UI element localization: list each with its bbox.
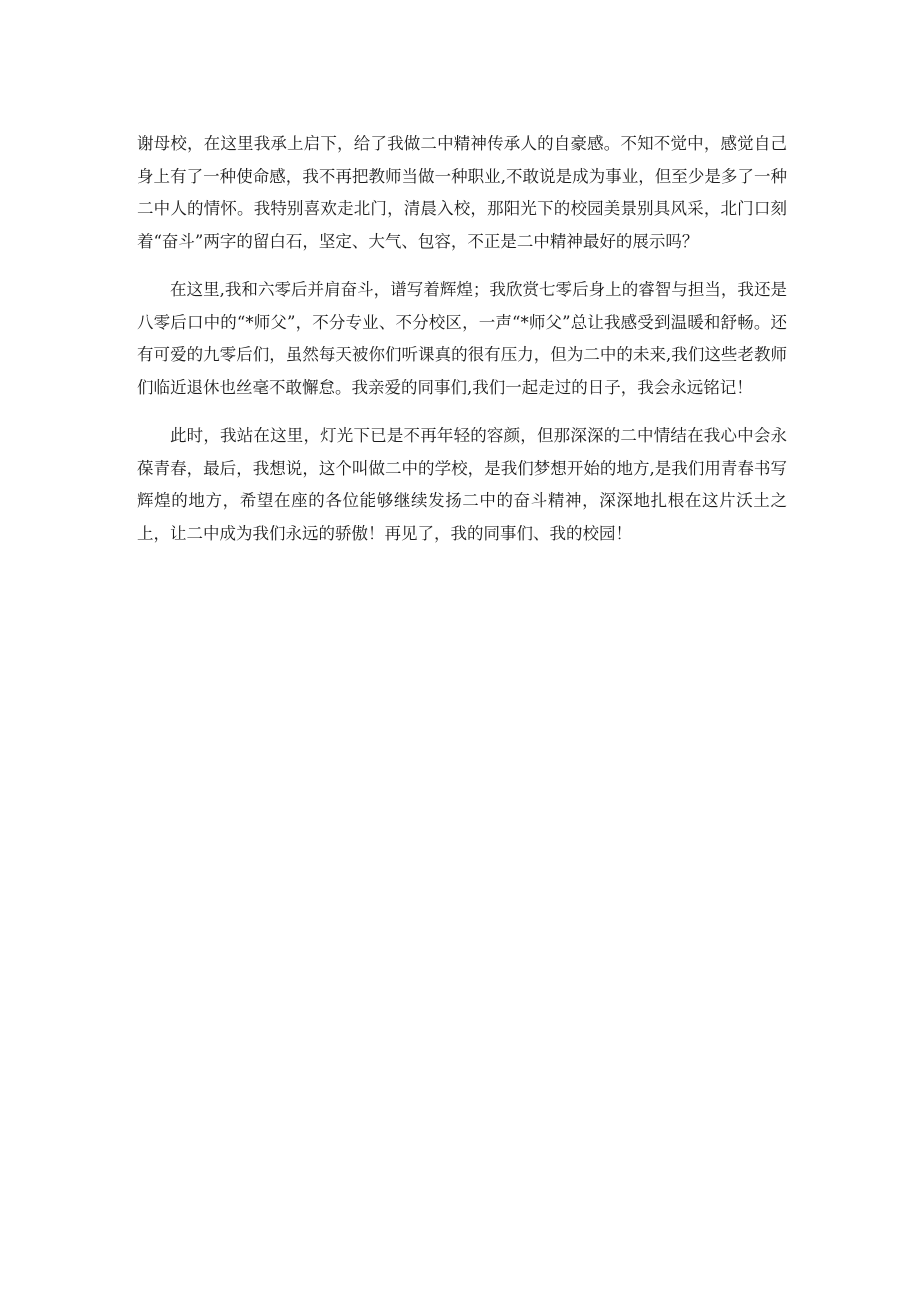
paragraph-colleagues: 在这里,我和六零后并肩奋斗，谱写着辉煌；我欣赏七零后身上的睿智与担当，我还是八零后口中的“*师父”，不分专业、不分校区，一声“*师父”总让我感受到温暖和舒畅。还有可爱的九零后们，虽然每天被你们听课真的很有压力，但为二中的未来,我们这些老教师们临近退休也丝毫不敢懈怠。我亲爱的同事们,我们一起走过的日子，我会永远铭记！ — [137, 280, 787, 397]
document-body — [137, 128, 787, 566]
paragraph-continuation: 谢母校，在这里我承上启下，给了我做二中精神传承人的自豪感。不知不觉中，感觉自己身上有了一种使命感，我不再把教师当做一种职业,不敢说是成为事业，但至少是多了一种二中人的情怀。我特别喜欢走北门，清晨入校，那阳光下的校园美景别具风采，北门口刻着“奋斗”两字的留白石，坚定、大气、包容，不正是二中精神最好的展示吗？ — [137, 134, 787, 251]
paragraph-farewell: 此时，我站在这里，灯光下已是不再年轻的容颜，但那深深的二中情结在我心中会永葆青春，最后，我想说，这个叫做二中的学校，是我们梦想开始的地方,是我们用青春书写辉煌的地方，希望在座的各位能够继续发扬二中的奋斗精神，深深地扎根在这片沃土之上，让二中成为我们永远的骄傲！再见了，我的同事们、我的校园！ — [137, 426, 787, 543]
